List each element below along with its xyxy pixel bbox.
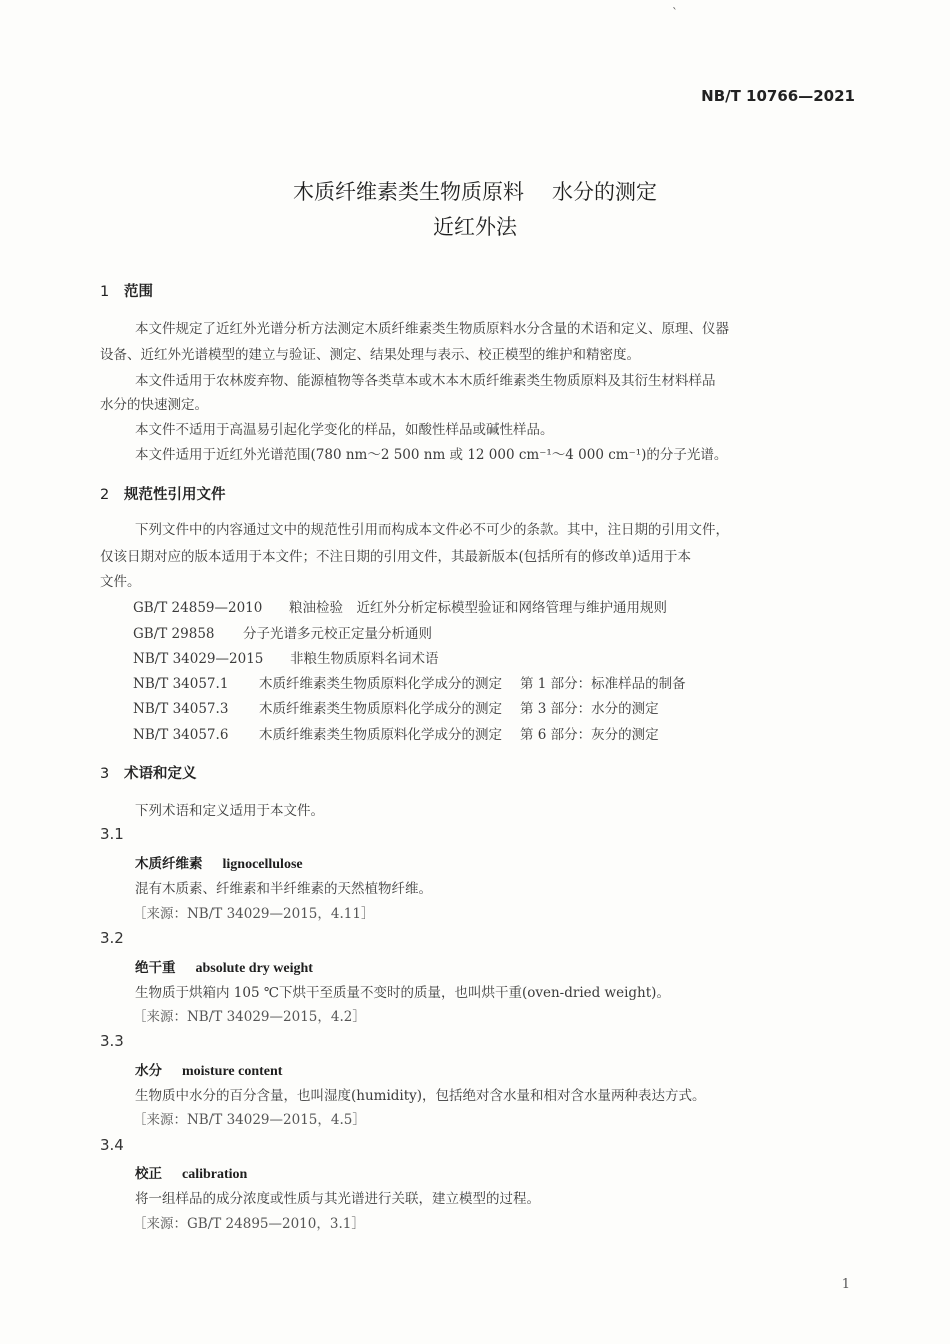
standard-number: NB/T 10766—2021 <box>701 87 855 105</box>
term-definition: 混有木质素、纤维素和半纤维素的天然植物纤维。 <box>135 881 432 897</box>
reference-name: 非粮生物质原料名词术语 <box>290 651 439 667</box>
section-1-paragraph: 水分的快速测定。 <box>100 397 208 413</box>
reference-item <box>133 647 439 667</box>
reference-code: NB/T 34057.3 <box>133 701 229 717</box>
reference-code: NB/T 34057.6 <box>133 727 229 743</box>
term-number: 3.1 <box>100 825 124 843</box>
term-zh: 绝干重 <box>135 960 176 976</box>
term-heading <box>135 1059 282 1080</box>
section-1-paragraph: 本文件适用于农林废弃物、能源植物等各类草本或木本木质纤维素类生物质原料及其衍生材料样品 <box>135 373 716 389</box>
document-title-line2: 近红外法 <box>433 215 517 239</box>
section-2-heading <box>100 483 226 504</box>
reference-code: NB/T 34029—2015 <box>133 651 264 667</box>
section-number: 1 <box>100 284 110 300</box>
reference-name: 木质纤维素类生物质原料化学成分的测定 <box>259 676 502 692</box>
section-title: 术语和定义 <box>124 766 197 782</box>
term-en: calibration <box>182 1167 248 1182</box>
title-part-a: 木质纤维素类生物质原料 <box>293 180 524 204</box>
section-1-heading <box>100 280 153 301</box>
reference-name: 木质纤维素类生物质原料化学成分的测定 <box>259 727 502 743</box>
reference-name: 分子光谱多元校正定量分析通则 <box>243 626 432 642</box>
section-number: 2 <box>100 487 110 503</box>
term-source: ［来源：NB/T 34029—2015，4.2］ <box>133 1009 366 1025</box>
reference-part: 第 6 部分：灰分的测定 <box>520 727 659 743</box>
term-zh: 木质纤维素 <box>135 856 203 872</box>
section-title: 范围 <box>124 284 153 300</box>
term-heading <box>135 852 303 873</box>
term-definition: 将一组样品的成分浓度或性质与其光谱进行关联，建立模型的过程。 <box>135 1191 540 1207</box>
term-heading <box>135 1162 247 1183</box>
term-heading <box>135 956 313 977</box>
reference-code: NB/T 34057.1 <box>133 676 229 692</box>
term-zh: 水分 <box>135 1063 162 1079</box>
term-en: absolute dry weight <box>195 961 313 976</box>
reference-item <box>133 596 667 616</box>
section-3-intro: 下列术语和定义适用于本文件。 <box>135 803 324 819</box>
section-2-paragraph: 仅该日期对应的版本适用于本文件；不注日期的引用文件，其最新版本(包括所有的修改单)适用于本 <box>100 549 692 565</box>
reference-code: GB/T 29858 <box>133 626 215 642</box>
section-2-paragraph: 下列文件中的内容通过文中的规范性引用而构成本文件必不可少的条款。其中，注日期的引用文件， <box>135 522 729 538</box>
term-source: ［来源：NB/T 34029—2015，4.5］ <box>133 1112 366 1128</box>
document-title-line1 <box>0 176 950 206</box>
section-1-paragraph: 本文件适用于近红外光谱范围(780 nm～2 500 nm 或 12 000 cm⁻¹～4 000 cm⁻¹)的分子光谱。 <box>135 447 728 463</box>
reference-name: 粮油检验 近红外分析定标模型验证和网络管理与维护通用规则 <box>289 600 667 616</box>
term-number: 3.3 <box>100 1032 124 1050</box>
term-zh: 校正 <box>135 1166 162 1182</box>
section-number: 3 <box>100 766 110 782</box>
title-part-b: 水分的测定 <box>552 180 657 204</box>
scan-mark: ˋ <box>672 6 678 20</box>
reference-item <box>133 672 686 692</box>
reference-item <box>133 697 659 717</box>
section-2-paragraph: 文件。 <box>100 574 141 590</box>
section-3-heading <box>100 762 197 783</box>
reference-item <box>133 622 432 642</box>
reference-name: 木质纤维素类生物质原料化学成分的测定 <box>259 701 502 717</box>
section-1-paragraph: 本文件规定了近红外光谱分析方法测定木质纤维素类生物质原料水分含量的术语和定义、原理、仪器 <box>135 321 729 337</box>
reference-part: 第 1 部分：标准样品的制备 <box>520 676 686 692</box>
reference-item <box>133 723 659 743</box>
term-en: moisture content <box>182 1064 283 1079</box>
section-title: 规范性引用文件 <box>124 487 226 503</box>
section-1-paragraph: 本文件不适用于高温易引起化学变化的样品，如酸性样品或碱性样品。 <box>135 422 554 438</box>
term-source: ［来源：NB/T 34029—2015，4.11］ <box>133 906 375 922</box>
term-definition: 生物质中水分的百分含量，也叫湿度(humidity)，包括绝对含水量和相对含水量两种表达方式。 <box>135 1088 706 1104</box>
term-en: lignocellulose <box>222 857 303 872</box>
reference-code: GB/T 24859—2010 <box>133 600 263 616</box>
section-1-paragraph: 设备、近红外光谱模型的建立与验证、测定、结果处理与表示、校正模型的维护和精密度。 <box>100 347 640 363</box>
reference-part: 第 3 部分：水分的测定 <box>520 701 659 717</box>
term-source: ［来源：GB/T 24895—2010，3.1］ <box>133 1216 365 1232</box>
term-number: 3.4 <box>100 1136 124 1154</box>
term-definition: 生物质于烘箱内 105 ℃下烘干至质量不变时的质量，也叫烘干重(oven-dried weight)。 <box>135 985 670 1001</box>
page-number: 1 <box>841 1277 850 1292</box>
term-number: 3.2 <box>100 929 124 947</box>
